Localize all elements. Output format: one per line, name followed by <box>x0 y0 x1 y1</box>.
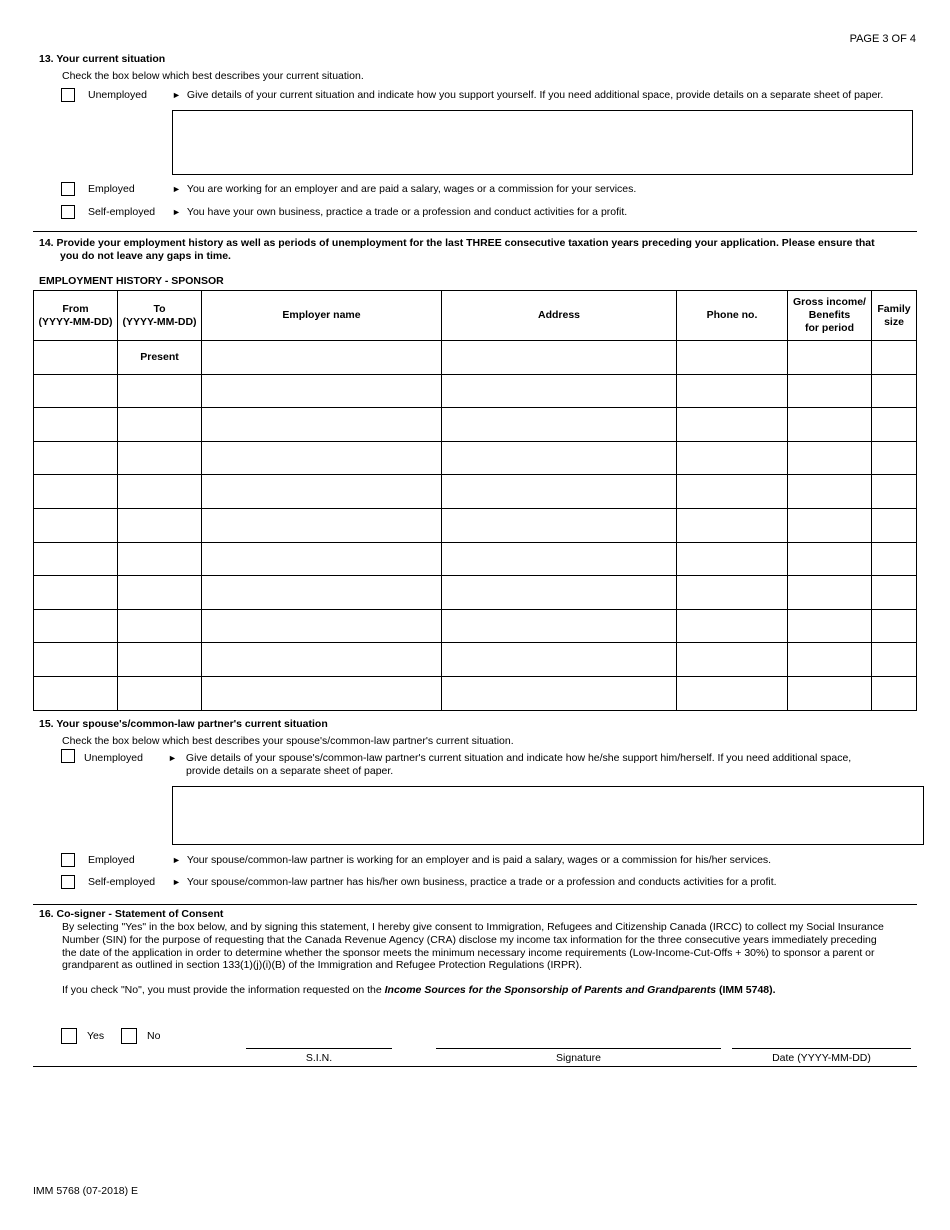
table-header-row <box>34 291 917 341</box>
address-cell[interactable] <box>442 508 677 542</box>
family-size-cell[interactable] <box>872 643 917 677</box>
spouse-self-employed-label: Self-employed <box>88 876 156 888</box>
address-cell[interactable] <box>442 542 677 576</box>
phone-cell[interactable] <box>677 475 788 509</box>
phone-cell[interactable] <box>677 676 788 710</box>
section-divider <box>33 1066 917 1067</box>
from-cell[interactable] <box>34 576 118 610</box>
table-row <box>34 408 917 442</box>
consent-yes-label: Yes <box>87 1030 105 1042</box>
spouse-unemployed-details-field[interactable] <box>172 786 924 845</box>
spouse-unemployed-label: Unemployed <box>84 752 143 764</box>
table-row <box>34 542 917 576</box>
to-cell[interactable] <box>118 475 202 509</box>
spouse-unemployed-checkbox[interactable] <box>61 749 75 763</box>
date-field[interactable] <box>732 1048 911 1049</box>
family-size-cell[interactable] <box>872 374 917 408</box>
to-cell-present: Present <box>118 341 202 375</box>
table-row <box>34 374 917 408</box>
signature-field[interactable] <box>436 1048 721 1049</box>
self-employed-checkbox[interactable] <box>61 205 75 219</box>
spouse-unemployed-description: ► Give details of your spouse's/common-law partner's current situation and indicate how he/she support him/herself. If you need additional space, provide details on a separate sheet of paper. <box>168 752 852 777</box>
address-cell[interactable] <box>442 441 677 475</box>
gross-income-cell[interactable] <box>788 408 872 442</box>
address-cell[interactable] <box>442 374 677 408</box>
family-size-cell[interactable] <box>872 475 917 509</box>
phone-cell[interactable] <box>677 643 788 677</box>
unemployed-label: Unemployed <box>88 89 147 101</box>
address-cell[interactable] <box>442 576 677 610</box>
from-cell[interactable] <box>34 475 118 509</box>
self-employed-description: ► You have your own business, practice a trade or a profession and conduct activities for a profit. <box>172 206 628 218</box>
employer-cell[interactable] <box>202 609 442 643</box>
phone-cell[interactable] <box>677 609 788 643</box>
employer-cell[interactable] <box>202 408 442 442</box>
address-cell[interactable] <box>442 676 677 710</box>
employed-checkbox[interactable] <box>61 182 75 196</box>
employer-cell[interactable] <box>202 441 442 475</box>
family-size-cell[interactable] <box>872 508 917 542</box>
family-size-cell[interactable] <box>872 609 917 643</box>
address-cell[interactable] <box>442 643 677 677</box>
to-cell[interactable] <box>118 374 202 408</box>
gross-income-cell[interactable] <box>788 676 872 710</box>
consent-no-checkbox[interactable] <box>121 1028 137 1044</box>
family-size-cell[interactable] <box>872 676 917 710</box>
spouse-employed-label: Employed <box>88 854 135 866</box>
gross-income-cell[interactable] <box>788 374 872 408</box>
from-cell[interactable] <box>34 643 118 677</box>
employer-cell[interactable] <box>202 576 442 610</box>
section-15-instruction: Check the box below which best describes your spouse's/common-law partner's current situation. <box>62 735 514 747</box>
table-row <box>34 341 917 375</box>
spouse-self-employed-description: ► Your spouse/common-law partner has his/her own business, practice a trade or a profession and conducts activities for a profit. <box>172 876 777 888</box>
from-cell[interactable] <box>34 609 118 643</box>
gross-income-cell[interactable] <box>788 576 872 610</box>
header-employer: Employer name <box>202 291 442 341</box>
unemployed-checkbox[interactable] <box>61 88 75 102</box>
sin-label: S.I.N. <box>305 1052 333 1064</box>
to-cell[interactable] <box>118 609 202 643</box>
unemployed-description: ► Give details of your current situation and indicate how you support yourself. If you need additional space, provide details on a separate sheet of paper. <box>172 89 884 101</box>
from-cell[interactable] <box>34 341 118 375</box>
from-cell[interactable] <box>34 441 118 475</box>
table-row <box>34 508 917 542</box>
to-cell[interactable] <box>118 542 202 576</box>
family-size-cell[interactable] <box>872 542 917 576</box>
table-row <box>34 475 917 509</box>
arrow-right-icon: ► <box>168 753 177 763</box>
spouse-self-employed-checkbox[interactable] <box>61 875 75 889</box>
consent-statement: By selecting "Yes" in the box below, and by signing this statement, I hereby give consent to Immigration, Refugees and Citizenship Canada (IRCC) to collect my Social Insurance Number (SIN) for the purpose of requesting that the Canada Revenue Agency (CRA) disclose my income tax information for the three consecutive years immediately preceding the date of the application in order to determine whether the sponsor meets the minimum necessary income requirements (Low-Income-Cut-Offs + 30%) to sponsor a parent or grandparent as outlined in section 133(1)(j)(i)(B) of the Immigration and Refugee Protection Regulations (IRPR). If you check "No", you must provide the information requested on the Income Sources for the Sponsorship of Parents and Grandparents (IMM 5748). <box>62 921 884 997</box>
sin-field[interactable] <box>246 1048 392 1049</box>
address-cell[interactable] <box>442 341 677 375</box>
spouse-employed-description: ► Your spouse/common-law partner is working for an employer and is paid a salary, wages or a commission for his/her services. <box>172 854 772 866</box>
gross-income-cell[interactable] <box>788 609 872 643</box>
table-row <box>34 441 917 475</box>
from-cell[interactable] <box>34 676 118 710</box>
section-16-title: 16. Co-signer - Statement of Consent <box>39 908 224 920</box>
arrow-right-icon: ► <box>172 207 181 217</box>
employer-cell[interactable] <box>202 676 442 710</box>
table-row <box>34 576 917 610</box>
date-label: Date (YYYY-MM-DD) <box>772 1052 871 1064</box>
arrow-right-icon: ► <box>172 90 181 100</box>
employed-description: ► You are working for an employer and are paid a salary, wages or a commission for your services. <box>172 183 637 195</box>
to-cell[interactable] <box>118 576 202 610</box>
to-cell[interactable] <box>118 508 202 542</box>
header-gross-income: Gross income/ Benefits for period <box>788 291 872 341</box>
from-cell[interactable] <box>34 508 118 542</box>
phone-cell[interactable] <box>677 441 788 475</box>
gross-income-cell[interactable] <box>788 643 872 677</box>
from-cell[interactable] <box>34 408 118 442</box>
employer-cell[interactable] <box>202 475 442 509</box>
address-cell[interactable] <box>442 475 677 509</box>
section-13-title: 13. Your current situation <box>39 53 166 65</box>
header-family-size: Family size <box>872 291 917 341</box>
header-to: To (YYYY-MM-DD) <box>118 291 202 341</box>
gross-income-cell[interactable] <box>788 441 872 475</box>
employment-history-table <box>33 290 917 711</box>
section-13-instruction: Check the box below which best describes your current situation. <box>62 70 364 82</box>
to-cell[interactable] <box>118 676 202 710</box>
phone-cell[interactable] <box>677 508 788 542</box>
employment-history-title: EMPLOYMENT HISTORY - SPONSOR <box>39 275 224 287</box>
address-cell[interactable] <box>442 408 677 442</box>
to-cell[interactable] <box>118 643 202 677</box>
consent-yes-checkbox[interactable] <box>61 1028 77 1044</box>
unemployed-details-field[interactable] <box>172 110 913 175</box>
to-cell[interactable] <box>118 441 202 475</box>
from-cell[interactable] <box>34 542 118 576</box>
arrow-right-icon: ► <box>172 184 181 194</box>
phone-cell[interactable] <box>677 576 788 610</box>
employer-cell[interactable] <box>202 643 442 677</box>
table-row <box>34 643 917 677</box>
gross-income-cell[interactable] <box>788 341 872 375</box>
self-employed-label: Self-employed <box>88 206 156 218</box>
table-row <box>34 609 917 643</box>
table-row <box>34 676 917 710</box>
phone-cell[interactable] <box>677 408 788 442</box>
phone-cell[interactable] <box>677 341 788 375</box>
employer-cell[interactable] <box>202 542 442 576</box>
form-code-footer: IMM 5768 (07-2018) E <box>33 1185 139 1197</box>
employer-cell[interactable] <box>202 341 442 375</box>
gross-income-cell[interactable] <box>788 475 872 509</box>
arrow-right-icon: ► <box>172 855 181 865</box>
family-size-cell[interactable] <box>872 341 917 375</box>
arrow-right-icon: ► <box>172 877 181 887</box>
consent-no-label: No <box>147 1030 161 1042</box>
gross-income-cell[interactable] <box>788 542 872 576</box>
section-15-title: 15. Your spouse's/common-law partner's current situation <box>39 718 328 730</box>
employed-label: Employed <box>88 183 135 195</box>
page-number: PAGE 3 OF 4 <box>849 33 916 45</box>
address-cell[interactable] <box>442 609 677 643</box>
section-14-title: 14. Provide your employment history as well as periods of unemployment for the last THREE consecutive taxation years preceding your application. Please ensure that you do not leave any gaps in time. <box>39 237 875 262</box>
spouse-employed-checkbox[interactable] <box>61 853 75 867</box>
family-size-cell[interactable] <box>872 408 917 442</box>
family-size-cell[interactable] <box>872 441 917 475</box>
section-divider <box>33 231 917 232</box>
family-size-cell[interactable] <box>872 576 917 610</box>
header-from: From (YYYY-MM-DD) <box>34 291 118 341</box>
from-cell[interactable] <box>34 374 118 408</box>
employer-cell[interactable] <box>202 508 442 542</box>
section-divider <box>33 904 917 905</box>
gross-income-cell[interactable] <box>788 508 872 542</box>
employer-cell[interactable] <box>202 374 442 408</box>
phone-cell[interactable] <box>677 374 788 408</box>
header-address: Address <box>442 291 677 341</box>
to-cell[interactable] <box>118 408 202 442</box>
signature-label: Signature <box>556 1052 601 1064</box>
phone-cell[interactable] <box>677 542 788 576</box>
header-phone: Phone no. <box>677 291 788 341</box>
